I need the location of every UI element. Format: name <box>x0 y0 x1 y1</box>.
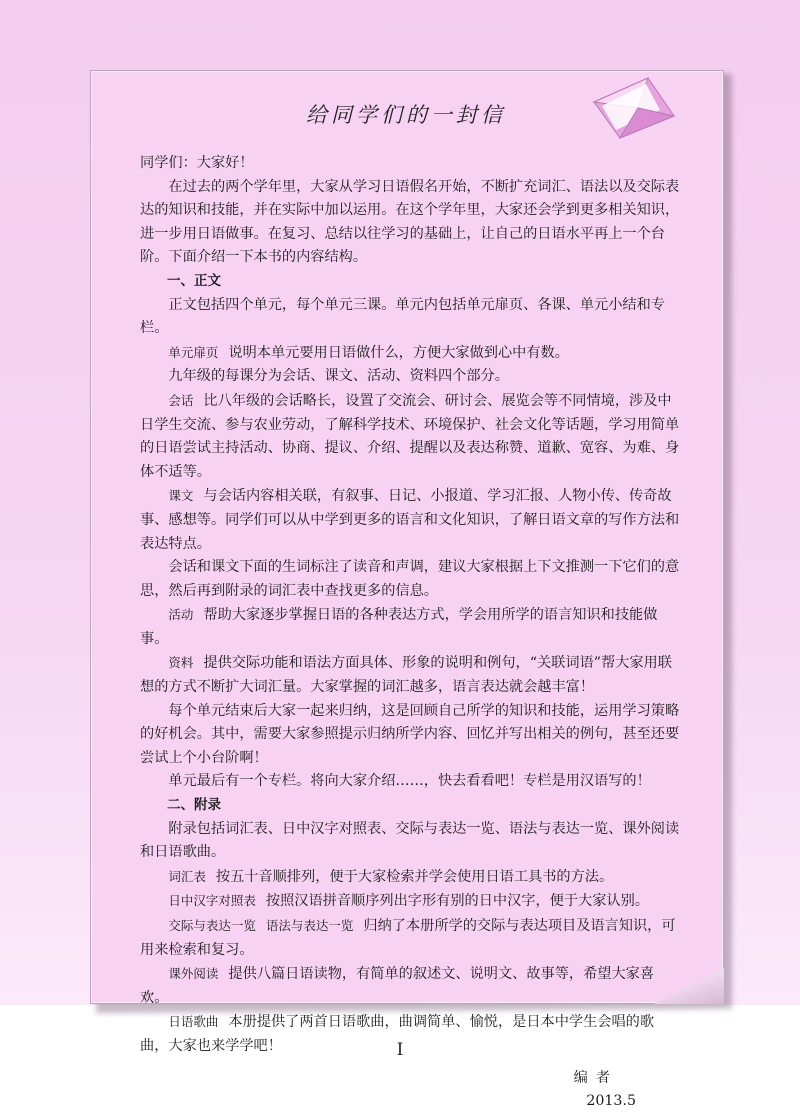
expressions-text: 归纳了本册所学的交际与表达项目及语言知识，可用来检索和复习。 <box>140 918 676 958</box>
letter-date: 2013.5 <box>586 1093 636 1110</box>
unit-page-term: 单元扉页 <box>168 344 219 360</box>
unit-page-paragraph <box>140 341 680 366</box>
conversation-paragraph <box>140 389 680 484</box>
glossary-term: 词汇表 <box>168 868 206 884</box>
reading-term: 课外阅读 <box>168 966 219 982</box>
glossary-text: 按五十音顺排列，便于大家检索并学会使用日语工具书的方法。 <box>215 868 614 885</box>
letter-title: 给同学们的一封信 <box>306 103 506 127</box>
text-text: 与会话内容相关联，有叙事、日记、小报道、学习汇报、人物小传、传奇故事、感想等。同学们可以从中学到更多的语言和文化知识，了解日语文章的写作方法和表达特点。 <box>140 488 680 552</box>
conversation-text: 比八年级的会话略长，设置了交流会、研讨会、展览会等不同情境，涉及中日学生交流、参与农业劳动，了解科学技术、环境保护、社会文化等话题，学习用简单的日语尝试主持活动、协商、提议、介绍、提醒以及表达称赞、道歉、宽容、为难、身体不适等。 <box>140 392 680 480</box>
reading-paragraph <box>140 962 680 1010</box>
expressions-term-2: 语法与表达一览 <box>265 918 354 933</box>
reading-text: 提供八篇日语读物，有简单的叙述文、说明文、故事等，希望大家喜欢。 <box>140 966 655 1006</box>
column-paragraph: 单元最后有一个专栏。将向大家介绍……，快去看看吧！专栏是用汉语写的！ <box>168 773 651 790</box>
page-number: I <box>396 1040 404 1060</box>
text-paragraph <box>140 484 680 556</box>
activity-paragraph <box>140 603 680 651</box>
songs-term: 日语歌曲 <box>168 1014 219 1030</box>
expressions-term-1: 交际与表达一览 <box>168 918 256 933</box>
appendix-intro: 附录包括词汇表、日中汉字对照表、交际与表达一览、语法与表达一览、课外阅读和日语歌曲。 <box>140 820 680 861</box>
text-term: 课文 <box>168 488 194 504</box>
kanji-term: 日中汉字对照表 <box>168 893 256 909</box>
kanji-paragraph <box>140 889 680 914</box>
material-text: 提供交际功能和语法方面具体、形象的说明和例句，“关联词语”帮大家用联想的方式不断扩大词汇量。大家掌握的词汇越多，语言表达就会越丰富！ <box>140 655 672 696</box>
signature: 编者 <box>573 1069 618 1086</box>
conversation-term: 会话 <box>168 392 194 408</box>
material-paragraph <box>140 651 680 699</box>
letter-body <box>140 152 680 1114</box>
expressions-paragraph <box>140 914 680 962</box>
lesson-parts-paragraph: 九年级的每课分为会话、课文、活动、资料四个部分。 <box>168 368 509 385</box>
section-heading-main-text: 一、正文 <box>167 272 221 289</box>
kanji-text: 按照汉语拼音顺序列出字形有别的日中汉字，便于大家认别。 <box>265 893 649 910</box>
greeting: 同学们：大家好！ <box>140 155 254 171</box>
activity-term: 活动 <box>168 607 194 623</box>
unit-page-text: 说明本单元要用日语做什么，方便大家做到心中有数。 <box>228 344 569 361</box>
material-term: 资料 <box>168 655 194 671</box>
songs-text: 本册提供了两首日语歌曲，曲调简单、愉悦，是日本中学生会唱的歌曲，大家也来学学吧！ <box>140 1014 655 1054</box>
main-text-intro: 正文包括四个单元，每个单元三课。单元内包括单元扉页、各课、单元小结和专栏。 <box>140 296 665 337</box>
vocab-note-paragraph: 会话和课文下面的生词标注了读音和声调，建议大家根据上下文推测一下它们的意思，然后再到附录的词汇表中查找更多的信息。 <box>140 559 680 599</box>
section-heading-appendix: 二、附录 <box>167 797 221 814</box>
activity-text: 帮助大家逐步掌握日语的各种表达方式，学会用所学的语言知识和技能做事。 <box>140 607 658 647</box>
summary-paragraph: 每个单元结束后大家一起来归纳，这是回顾自己所学的知识和技能，运用学习策略的好机会。其中，需要大家参照提示归纳所学内容、回忆并写出相关的例句，甚至还要尝试上个小台阶啊！ <box>140 702 680 766</box>
glossary-paragraph <box>140 865 680 890</box>
intro-paragraph: 在过去的两个学年里，大家从学习日语假名开始，不断扩充词汇、语法以及交际表达的知识和技能，并在实际中加以运用。在这个学年里，大家还会学到更多相关知识，进一步用日语做事。在复习、总结以往学习的基础上，让自己的日语水平再上一个台阶。下面介绍一下本书的内容结构。 <box>140 178 680 266</box>
